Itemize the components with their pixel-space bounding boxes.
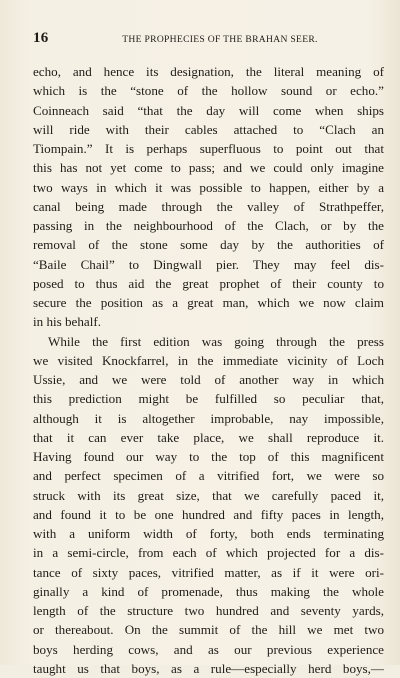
- text-line: echo, and hence its designation, the literal meaning of: [33, 62, 384, 81]
- text-line: in a semi-circle, from each of which projected for a dis-: [33, 543, 384, 562]
- text-line: canal being made through the valley of Strathpeffer,: [33, 197, 384, 216]
- text-line: this has not yet come to pass; and we could only imagine: [33, 158, 384, 177]
- text-line: Ussie, and we were told of another way in which: [33, 370, 384, 389]
- text-line: removal of the stone some day by the authorities of: [33, 235, 384, 254]
- paragraph-1: [33, 62, 384, 332]
- text-line: Coinneach said “that the day will come when ships: [33, 101, 384, 120]
- text-line: struck with its great size, that we carefully paced it,: [33, 486, 384, 505]
- text-line: that it can ever take place, we shall reproduce it.: [33, 428, 384, 447]
- text-line: boys herding cows, and as our previous experience: [33, 640, 384, 659]
- text-line: Tiompain.” It is perhaps superfluous to point out that: [33, 139, 384, 158]
- text-line: Having found our way to the top of this magnificent: [33, 447, 384, 466]
- text-line: this prediction might be fulfilled so peculiar that,: [33, 389, 384, 408]
- body-text: [33, 62, 384, 678]
- text-line: in his behalf.: [33, 312, 384, 331]
- text-line: we visited Knockfarrel, in the immediate vicinity of Loch: [33, 351, 384, 370]
- text-line: passing in the neighbourhood of the Clach, or by the: [33, 216, 384, 235]
- page-header: [33, 30, 385, 50]
- page-number: 16: [33, 30, 48, 47]
- text-line: or thereabout. On the summit of the hill we met two: [33, 620, 384, 639]
- text-line: taught us that boys, as a rule—especially herd boys,—: [33, 659, 384, 678]
- running-head: THE PROPHECIES OF THE BRAHAN SEER.: [33, 34, 385, 45]
- text-line: and found it to be one hundred and fifty paces in length,: [33, 505, 384, 524]
- text-line: and perfect specimen of a vitrified fort, we were so: [33, 466, 384, 485]
- text-line: tance of sixty paces, vitrified matter, as if it were ori-: [33, 563, 384, 582]
- text-line: posed to thus aid the great prophet of their county to: [33, 274, 384, 293]
- text-line: length of the structure two hundred and seventy yards,: [33, 601, 384, 620]
- text-line: two ways in which it was possible to happen, either by a: [33, 178, 384, 197]
- text-line: which is the “stone of the hollow sound or echo.”: [33, 81, 384, 100]
- text-line: “Baile Chail” to Dingwall pier. They may feel dis-: [33, 255, 384, 274]
- text-line: While the first edition was going through the press: [33, 332, 384, 351]
- text-line: ginally a kind of promenade, thus making the whole: [33, 582, 384, 601]
- text-line: will ride with their cables attached to “Clach an: [33, 120, 384, 139]
- text-line: although it is altogether improbable, nay impossible,: [33, 409, 384, 428]
- text-line: secure the position as a great man, which we now claim: [33, 293, 384, 312]
- paragraph-2: [33, 332, 384, 678]
- text-line: with a uniform width of forty, both ends terminating: [33, 524, 384, 543]
